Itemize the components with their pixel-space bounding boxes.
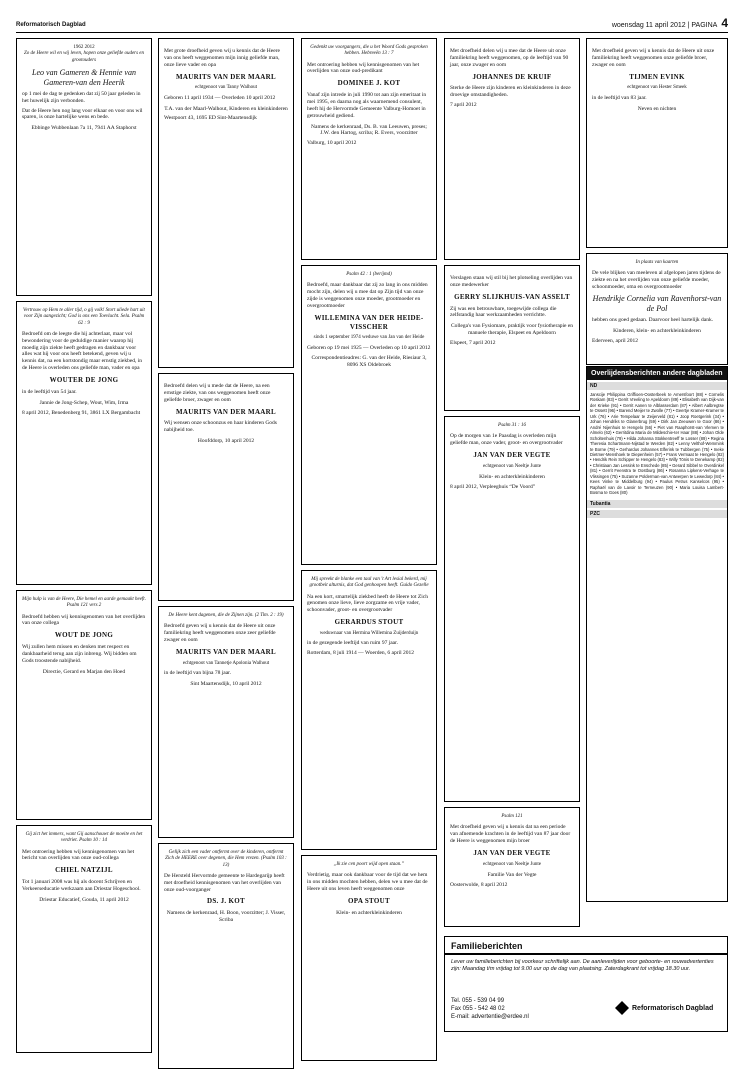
column-2 xyxy=(158,38,294,1074)
overview-text: Janscije Philippina Griffioen-Oosterbeek te Amersfoort (88) • Cornelis Roskam (83) • Gerrit Vreeling te Apeldoorn (89) • Elisabeth van Dijk-van der Krieke (91) • Gerrit Aanen te Alblasserdam (87) • Albert Aalbregtse te Ossett (96) • Barend Meijer te Zwolle (77) • Geertje Kramer-Kramer te Urk (76) • Arie Tempelaar te Zeijerveld (81) • Joop Roetgerink (34) • Johan Hendriks te Glanerbrug (59) • Dirk Jan Zeeuwen te Goor (86) • André Nijenhuis te Hengelo (56) • Piet van Raaphorst-van Vlemen te Almelo (62) • Gerritdina Maria de Mildeschie-ter Haar (88) • Johan Olde Scholtenhuis (79) • Hilda Johanna Stokkentreeff te Losser (89) • Regina Theresia Schartmann-Nijstad te Werden (82) • Lenny Velthof-Wemmink te Borne (79) • Gerhardus Johannes Elferink te Tubbergen (75) • Ineke Dietmer-Menshoek te Diepenheim (57) • Frans Vermaat te Hengelo (82) • Hendrik Rein Schipper te Hengelo (83) • Willy Tönis te Denekamp (82) • Christiaan Jan Lessink te Enschede (85) • Gerard Sibbel te Overdinkel (81) • Gerrit Feenstra te Oostburg (86) • Rosanna Lipkens-Verhage te Vlissingen (75) • Suzanne Polderman-van Antwerpen te Lewedorp (84) • Kees Vinke te Middelburg (94) • Paulus Petrus Kanselcos (95) • Raphaël van de Lavoir te Terneuzen (90) • Maria Louisa Lambert-Bosma te Goes (80) xyxy=(590,392,724,496)
ad-text: in de gezegende leeftijd van ruim 97 jaar. xyxy=(307,640,399,647)
ad-text: Met droefheid delen wij u mee dat de Heere uit onze familiekring heeft weggenomen, op de leeftijd van 90 jaar, onze zwager en oom xyxy=(450,48,569,68)
ad-text: Bedroefd om de leegte die hij achterlaat, maar vol bewondering voor de geduldige manier waarop hij moedig zijn ziekte heeft gedragen en dankbaar voor alles wat hij voor ons heeft betekend, geven wij u kennis dat, na een kortstondig maar ernstig ziekbed, in de Heere is overleden ons geliefde man, vader en opa xyxy=(22,330,143,372)
death-notice-chiel-natzijl xyxy=(16,825,152,1053)
pagina-label: PAGINA xyxy=(691,22,718,29)
ad-signature: Namens de kerkenraad, H. Boon, voorzitter; J. Visser, Scriba xyxy=(166,910,286,923)
ad-name: WILLEMINA VAN DER HEIDE-VISSCHER xyxy=(314,313,424,331)
ad-dates: Rotterdam, 8 juli 1914 — Woerden, 6 april 2012 xyxy=(307,650,414,656)
death-notice-maurits-van-der-maarl-3 xyxy=(158,606,294,838)
ad-text: Sterke de Heere zijn kinderen en kleinkinderen in deze droevige omstandigheden. xyxy=(450,85,571,99)
ad-date: Ederveen, april 2012 xyxy=(592,337,638,344)
ad-name: JOHANNES DE KRUIF xyxy=(472,72,552,81)
ad-signature: Directie, Gerard en Marjan den Hoed xyxy=(42,668,126,675)
ad-date: Valburg, 10 april 2012 xyxy=(307,140,357,147)
ad-name: Leo van Gameren & Hennie van Gameren-van den Heerik xyxy=(32,67,136,87)
ad-text: Bedroefd, maar dankbaar dat zij zo lang in ons midden mocht zijn, delen wij u mee dat op Zijn tijd van onze zijde is weggenomen onze moeder, grootmoeder en overgrootmoeder xyxy=(307,282,428,309)
phone: Tel. 055 - 539 04 99 xyxy=(451,998,505,1004)
overview-title: Overlijdensberichten andere dagbladen xyxy=(587,367,727,380)
death-notice-opa-stout xyxy=(301,855,437,1061)
email-link[interactable]: E-mail: advertentie@erdee.nl xyxy=(451,1014,529,1021)
other-papers-overview xyxy=(586,366,728,902)
familie-contact xyxy=(451,997,529,1021)
ad-text: Wij wensen onze schoonzus en haar kinderen Gods nabijheid toe. xyxy=(164,420,277,434)
ad-quote: Psalm 31 : 16 xyxy=(498,423,526,428)
ad-signature: Kinderen, klein- en achterkleinkinderen xyxy=(613,327,701,334)
ad-text: De Hersteld Hervormde gemeente te Hardegarijp heeft met droefheid kennisgenomen van het overlijden van onze oud-voorganger xyxy=(164,872,285,893)
ad-text: Tot 1 januari 2008 was hij als docent Schrijven en Verkeerseducatie werkzaam aan Driestar Hogeschool. xyxy=(22,879,141,892)
ad-subtitle: echtgenoot van Tannetje Apolonia Walhout xyxy=(182,660,270,666)
death-notice-maurits-van-der-maarl-2 xyxy=(158,373,294,601)
ad-signature: Namens de kerkenraad, Ds. B. van Leeuwen, preses; J.W. den Hartog, scriba; R. Evers, voorzitter xyxy=(311,123,427,137)
overview-section-label: Tubantia xyxy=(587,500,727,508)
overview-section-label: ND xyxy=(587,382,727,390)
ad-text: De vele blijken van meeleven al afgelopen jaren tijdens de ziekte en na het overlijden van onze geliefde moeder, schoonmoeder, oma en overgrootmoeder xyxy=(592,270,721,290)
ad-name: WOUTER DE JONG xyxy=(49,376,119,384)
divider xyxy=(445,953,727,955)
ad-signature: Sint Maartensdijk, 10 april 2012 xyxy=(190,680,262,687)
ad-name: JAN VAN DER VEGTE xyxy=(473,451,551,459)
familie-text: Lever uw familieberichten bij voorkeur schriftelijk aan. De aanleverlijden voor geboorte- en rouwadvertenties zijn: Maandag t/m vrijdag tot 9.00 uur op de dag van plaatsing. Zaterdagkrant tot vrijdag 18.30 uur. xyxy=(451,959,714,973)
death-notice-ds-kot xyxy=(158,843,294,1069)
ad-name: TIJMEN EVINK xyxy=(629,72,685,81)
ad-name: MAURITS VAN DER MAARL xyxy=(176,647,276,656)
ad-signature: Jannie de Jong-Schep, Wout, Wim, Irma xyxy=(39,399,129,406)
death-notice-dominee-kot xyxy=(301,38,437,260)
ad-subtitle: echtgenoot van Hester Smeek xyxy=(627,85,687,91)
column-4 xyxy=(444,38,580,932)
logo xyxy=(615,1001,713,1015)
page-number: 4 xyxy=(721,16,728,30)
ad-signature: Hoofddorp, 10 april 2012 xyxy=(197,438,255,445)
ad-quote: „Ik zie cen poort wijd open staan.” xyxy=(333,862,405,867)
death-notice-wout-de-jong xyxy=(16,590,152,820)
column-5 xyxy=(586,38,728,370)
ad-text: Met grote droefheid geven wij u kennis dat de Heere van ons heeft weggenomen mijn innig geliefde man, onze lieve vader en opa xyxy=(164,48,280,68)
announcement-van-gameren xyxy=(16,38,152,296)
death-notice-jan-van-der-vegte-2 xyxy=(444,807,580,927)
ad-intro: Zo de Heere wil en wij leven, hopen onze geliefde ouders en grootouders xyxy=(23,51,145,63)
ad-text: Wij zullen hem missen en denken met respect en dankbaarheid terug aan zijn inbreng. Wij bidden om Gods troostende nabijheid. xyxy=(22,644,137,664)
ad-name: GERRY SLIJKHUIS-VAN ASSELT xyxy=(454,292,570,301)
ad-quote: Vertrouw op Hem te aller tijd, o gij volk! Stort uliede hart uit voor Zijn aangezicht; God is ons een Toevlucht. Sela. Psalm 62 : 9 xyxy=(23,308,145,326)
ad-signature: Klein- en achterkleinkinderen xyxy=(479,474,545,480)
ad-name: Hendrikje Cornelia van Ravenhorst-van de Pol xyxy=(592,293,722,313)
ad-name: DOMINEE J. KOT xyxy=(337,79,401,88)
death-notice-johannes-de-kruif xyxy=(444,38,580,260)
ad-subtitle: echtgenoot van Tanny Walhout xyxy=(195,85,257,91)
column-3 xyxy=(301,38,437,1066)
ad-name: WOUT DE JONG xyxy=(54,631,114,640)
logo-text: Reformatorisch Dagblad xyxy=(632,1004,714,1012)
ad-address: Ebbinge Wubbenlaan 7a 11, 7941 AA Staphorst xyxy=(31,125,137,132)
ad-years: 1962 2012 xyxy=(73,45,95,50)
overview-section-label: PZC xyxy=(587,510,727,518)
ad-text: hebben ons goed gedaan. Daarvoor heel hartelijk dank. xyxy=(592,316,714,323)
ad-address: Westpoort 43, 1695 ED Sint-Maartensdijk xyxy=(164,115,257,122)
ad-name: GERARDUS STOUT xyxy=(334,618,404,627)
ad-dates: Geboren op 19 mei 1925 — Overleden op 10 april 2012 xyxy=(307,344,431,351)
ad-address: Correspondentieadres: G. van der Heide, Riesiaur 3, 8096 XS Oldebroek xyxy=(311,355,427,369)
ad-date: 7 april 2012 xyxy=(450,102,477,109)
page-date: woensdag 11 april 2012 xyxy=(611,22,686,29)
ad-subtitle: weduwnaar van Hermina Willemina Zuijderduijn xyxy=(319,630,419,636)
ad-text: Zij was een betrouwbare, toegewijde collega die zelfstandig haar werkzaamheden verrichtte. xyxy=(450,305,557,319)
ad-date: 8 april 2012, Verpleeghuis “De Voord” xyxy=(450,483,536,490)
familieberichten-box xyxy=(444,936,728,1032)
ad-quote: Psalm 42 : 1 (berijmd) xyxy=(346,272,392,277)
death-notice-jan-van-der-vegte xyxy=(444,416,580,802)
ad-name: DS. J. KOT xyxy=(206,897,245,906)
ad-text: Verdrietig, maar ook dankbaar voor de tijd dat we hem in ons midden mochten hebben, delen we u mee dat de Heere uit ons leven heeft weggenomen onze xyxy=(307,872,428,892)
ad-text: Verslagen staan wij stil bij het plotseling overlijden van onze medewerker xyxy=(450,275,573,288)
ad-text: op 1 mei de dag te gedenken dat zij 50 jaar geleden in het huwelijk zijn verbonden. xyxy=(22,90,141,104)
death-notice-gerardus-stout xyxy=(301,570,437,850)
ad-text: Met ontroering hebben wij kennisgenomen van het overlijden van onze oud-predikant xyxy=(307,61,420,75)
death-notice-wouter-de-jong xyxy=(16,301,152,585)
ad-text: Bedroefd delen wij u mede dat de Heere, na een ernstige ziekte, van ons weggenomen heeft onze geliefde broer, zwager en oom xyxy=(164,383,271,403)
ad-text: in de leeftijd van 83 jaar. xyxy=(592,94,647,101)
ad-text: Met ontroering hebben wij kennisgenomen van het bericht van overlijden van onze oud-collega xyxy=(22,848,135,862)
ad-name: MAURITS VAN DER MAARL xyxy=(176,407,276,416)
ad-text: in de leeftijd van 54 jaar. xyxy=(22,388,77,395)
ad-text: Na een kort, smartelijk ziekbed heeft de Heere tot Zich genomen onze lieve, lieve zorgzame en vrije vader, schoonvader, groot- en overgrootvader xyxy=(307,593,428,614)
death-notice-willemina-van-der-heide xyxy=(301,265,437,565)
ad-signature: T.A. van der Maarl-Walhout, Kinderen en kleinkinderen xyxy=(164,105,288,112)
ad-signature: Neven en nichten xyxy=(637,105,677,112)
ad-signature: Klein- en achterkleinkinderen xyxy=(336,909,402,916)
death-notice-maurits-van-der-maarl xyxy=(158,38,294,368)
ad-text: Op de morgen van 1e Paasdag is overleden mijn geliefde man, onze vader, groot- en overgrootvader xyxy=(450,433,563,447)
ad-quote: Mij spreekt de blanke een taal van 't Art lesial bekerd, mij grootbeit alturnis, dat God genhoopen heeft. Guido Gezelle xyxy=(309,577,429,589)
ad-quote: De Heere kent dagenen, die de Zijnen zijn. (2 Tim. 2 : 19) xyxy=(168,613,284,618)
ad-signature: Familie Van der Vegte xyxy=(487,871,537,878)
ad-subtitle: echtgenoot van Neeltje Junte xyxy=(483,463,541,469)
familie-title: Familieberichten xyxy=(451,941,523,951)
ad-date: 8 april 2012, Benedenberg 91, 3861 LX Bergambacht xyxy=(22,409,141,416)
ad-text: Dat de Heere hen nog lang voor elkaar en voor ons wil sparen, is onze hartelijke wens en bede. xyxy=(22,107,143,121)
fax: Fax 055 - 542 48 02 xyxy=(451,1006,505,1013)
ad-name: OPA STOUT xyxy=(348,896,390,905)
ad-quote: Gedenkt uw voorgangers, die u het Woord Gods gesproken hebben. Hebreeën 13 : 7 xyxy=(310,45,428,57)
thanks-notice-van-ravenhorst xyxy=(586,253,728,365)
ad-quote: Gelijk zich een vader ontfermt over de kinderen, ontfermt Zich de HEERE over degenen, die Hem vrezen. (Psalm 103 : 13) xyxy=(165,850,287,868)
death-notice-tijmen-evink xyxy=(586,38,728,248)
ad-subtitle: echtgenoot van Neeltje Junte xyxy=(483,861,541,867)
ad-text: Met droefheid geven wij u kennis dat na een periode van afnemende krachten in de leeftijd van 87 jaar door de Heere is weggenomen mijn broer xyxy=(450,824,571,844)
logo-mark-icon xyxy=(615,1001,629,1015)
ad-text: Bedroefd geven wij u kennis dat de Heere uit onze familiekring heeft weggenomen onze zeer geliefde zwager en oom xyxy=(164,623,276,643)
ad-dates: Geboren 11 april 1934 — Overleden 10 april 2012 xyxy=(164,94,276,101)
ad-signature: Collega's van Fysiomare, praktijk voor fysiotherapie en manuele therapie, Elspeet en Apeldoorn xyxy=(450,323,574,337)
ad-quote: In plaats van kaarten xyxy=(635,260,679,265)
ad-text: Vanaf zijn intrede in juli 1990 tot aan zijn emeritaat in mei 1995, en daarna nog als waarnemend consulent, heeft hij de Hervormde Gemeente Valburg-Homoet in getrouwheid gediend. xyxy=(307,92,427,119)
ad-quote: Psalm 121 xyxy=(501,814,523,819)
paper-name: Reformatorisch Dagblad xyxy=(16,22,86,28)
ad-name: JAN VAN DER VEGTE xyxy=(473,848,551,857)
death-notice-gerry-slijkhuis xyxy=(444,265,580,411)
page-header: Reformatorisch Dagblad woensdag 11 april 2012 | PAGINA 4 xyxy=(16,10,728,33)
ad-date: Oosterwolde, 8 april 2012 xyxy=(450,881,508,888)
ad-text: Met droefheid geven wij u kennis dat de Heere uit onze familiekring heeft weggenomen onze geliefde broer, zwager en oom xyxy=(592,48,715,68)
ad-name: MAURITS VAN DER MAARL xyxy=(176,72,276,81)
ad-subtitle: sinds 1 september 1974 weduwe van Jan van der Heide xyxy=(313,335,425,341)
ad-date: Elspeet, 7 april 2012 xyxy=(450,340,496,346)
ad-text: in de leeftijd van bijna 78 jaar. xyxy=(164,669,232,676)
ad-quote: Mijn hulp is van de Heere, Die hemel en aarde gemaakt heeft. Psalm 121 vers 2 xyxy=(22,597,146,609)
ad-signature: Driestar Educatief, Gouda, 11 april 2012 xyxy=(39,896,129,903)
ad-quote: Gij zict het immers, want Gij aanschouwt de moeite en het verdriet. Psalm 10 : 14 xyxy=(25,832,143,844)
ad-text: Bedroefd hebben wij kennisgenomen van het overlijden van onze collega xyxy=(22,613,146,627)
column-1 xyxy=(16,38,152,1058)
ad-name: CHIEL NATZIJL xyxy=(55,866,113,875)
